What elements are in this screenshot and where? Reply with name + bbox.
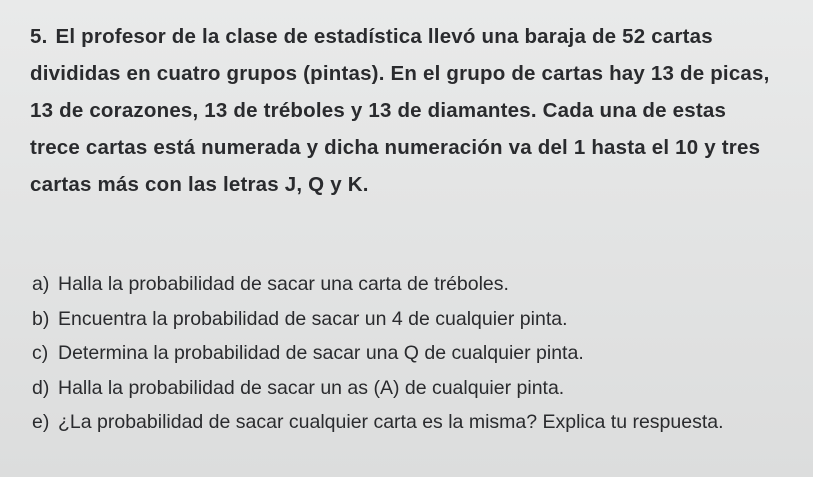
question-letter: b) xyxy=(32,307,50,330)
problem-statement xyxy=(30,18,780,203)
question-letter: c) xyxy=(32,342,49,364)
question-b xyxy=(32,302,802,337)
question-letter: a) xyxy=(32,273,50,295)
problem-number: 5. xyxy=(30,25,48,48)
question-c xyxy=(32,336,802,371)
question-letter: e) xyxy=(32,411,50,433)
question-list xyxy=(32,267,802,440)
question-text: Determina la probabilidad de sacar una Q de cualquier pinta. xyxy=(58,342,584,364)
question-text: ¿La probabilidad de sacar cualquier carta es la misma? Explica tu respuesta. xyxy=(58,411,724,433)
question-letter: d) xyxy=(32,376,50,399)
question-text: Encuentra la probabilidad de sacar un 4 de cualquier pinta. xyxy=(58,307,568,330)
question-e xyxy=(32,405,802,440)
question-d xyxy=(32,371,802,406)
question-text: Halla la probabilidad de sacar una carta de tréboles. xyxy=(58,273,509,295)
question-text: Halla la probabilidad de sacar un as (A) de cualquier pinta. xyxy=(58,376,565,399)
problem-text: El profesor de la clase de estadística llevó una baraja de 52 cartas divididas en cuatro grupos (pintas). En el grupo de cartas hay 13 de picas, 13 de corazones, 13 de tréboles y 13 de diamantes. Cada una de estas trece cartas está numerada y dicha numeración va del 1 hasta el 10 y tres cartas más con las letras J, Q y K. xyxy=(30,25,770,196)
question-a xyxy=(32,267,802,302)
